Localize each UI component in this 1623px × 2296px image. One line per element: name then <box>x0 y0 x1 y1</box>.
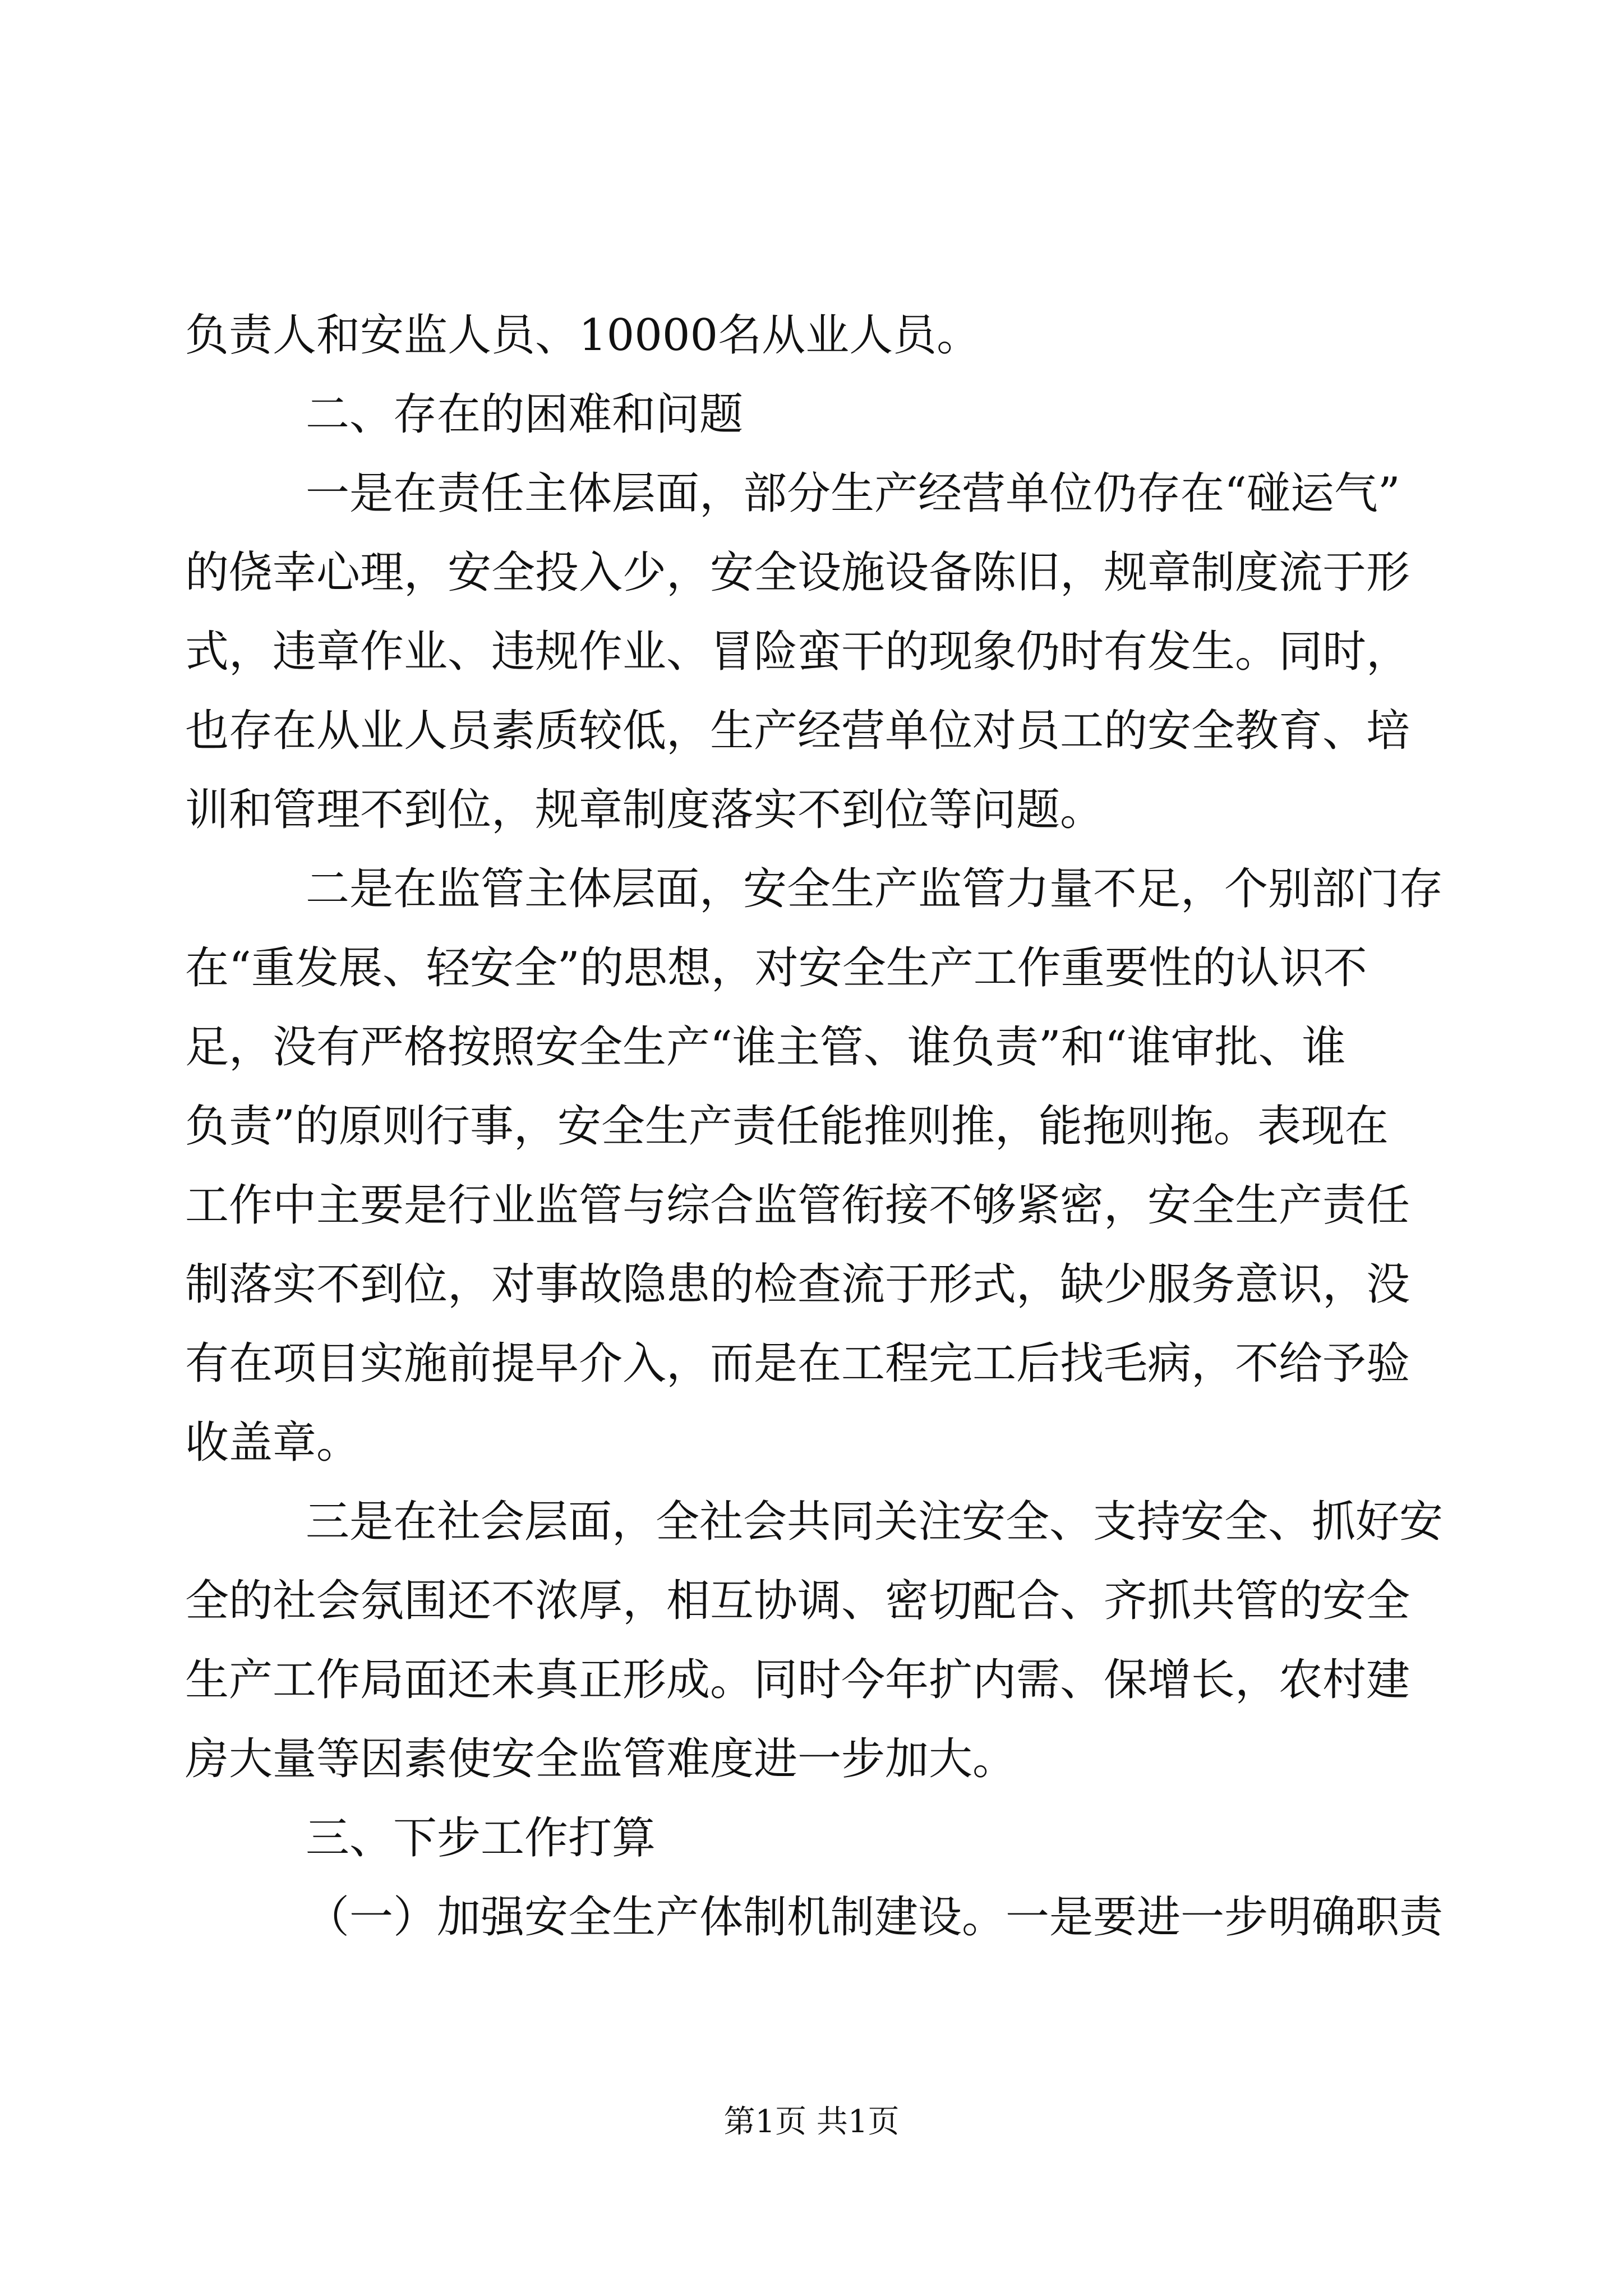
text-line-11: 负责”的原则行事，安全生产责任能推则推，能拖则拖。表现在 <box>185 1101 1389 1152</box>
text-line-9: 在“重发展、轻安全”的思想，对安全生产工作重要性的认识不 <box>185 943 1367 993</box>
text-line-6: 也存在从业人员素质较低，生产经营单位对员工的安全教育、培 <box>185 706 1410 756</box>
text-line-15: 收盖章。 <box>185 1418 361 1468</box>
text-line-12: 工作中主要是行业监管与综合监管衔接不够紧密，安全生产责任 <box>185 1180 1410 1231</box>
text-line-16: 三是在社会层面，全社会共同关注安全、支持安全、抓好安 <box>306 1497 1444 1547</box>
text-line-1: 负责人和安监人员、10000名从业人员。 <box>185 310 981 361</box>
text-line-13: 制落实不到位，对事故隐患的检查流于形式，缺少服务意识，没 <box>185 1259 1410 1310</box>
text-line-5: 式，违章作业、违规作业、冒险蛮干的现象仍时有发生。同时， <box>185 627 1410 677</box>
text-line-14: 有在项目实施前提早介入，而是在工程完工后找毛病，不给予验 <box>185 1338 1410 1389</box>
page-footer: 第1页 共1页 <box>723 2104 900 2140</box>
section-heading-20: 三、下步工作打算 <box>306 1813 656 1864</box>
text-line-7: 训和管理不到位，规章制度落实不到位等问题。 <box>185 785 1104 835</box>
text-line-8: 二是在监管主体层面，安全生产监管力量不足，个别部门存 <box>306 864 1444 914</box>
text-line-3: 一是在责任主体层面，部分生产经营单位仍存在“碰运气” <box>306 468 1400 519</box>
text-line-19: 房大量等因素使安全监管难度进一步加大。 <box>185 1734 1017 1784</box>
text-line-21: （一）加强安全生产体制机制建设。一是要进一步明确职责 <box>306 1892 1444 1943</box>
text-line-4: 的侥幸心理，安全投入少，安全设施设备陈旧，规章制度流于形 <box>185 547 1410 598</box>
text-line-17: 全的社会氛围还不浓厚，相互协调、密切配合、齐抓共管的安全 <box>185 1576 1410 1626</box>
text-line-18: 生产工作局面还未真正形成。同时今年扩内需、保增长，农村建 <box>185 1655 1410 1705</box>
text-line-10: 足，没有严格按照安全生产“谁主管、谁负责”和“谁审批、谁 <box>185 1022 1346 1073</box>
section-heading-2: 二、存在的困难和问题 <box>306 389 744 440</box>
